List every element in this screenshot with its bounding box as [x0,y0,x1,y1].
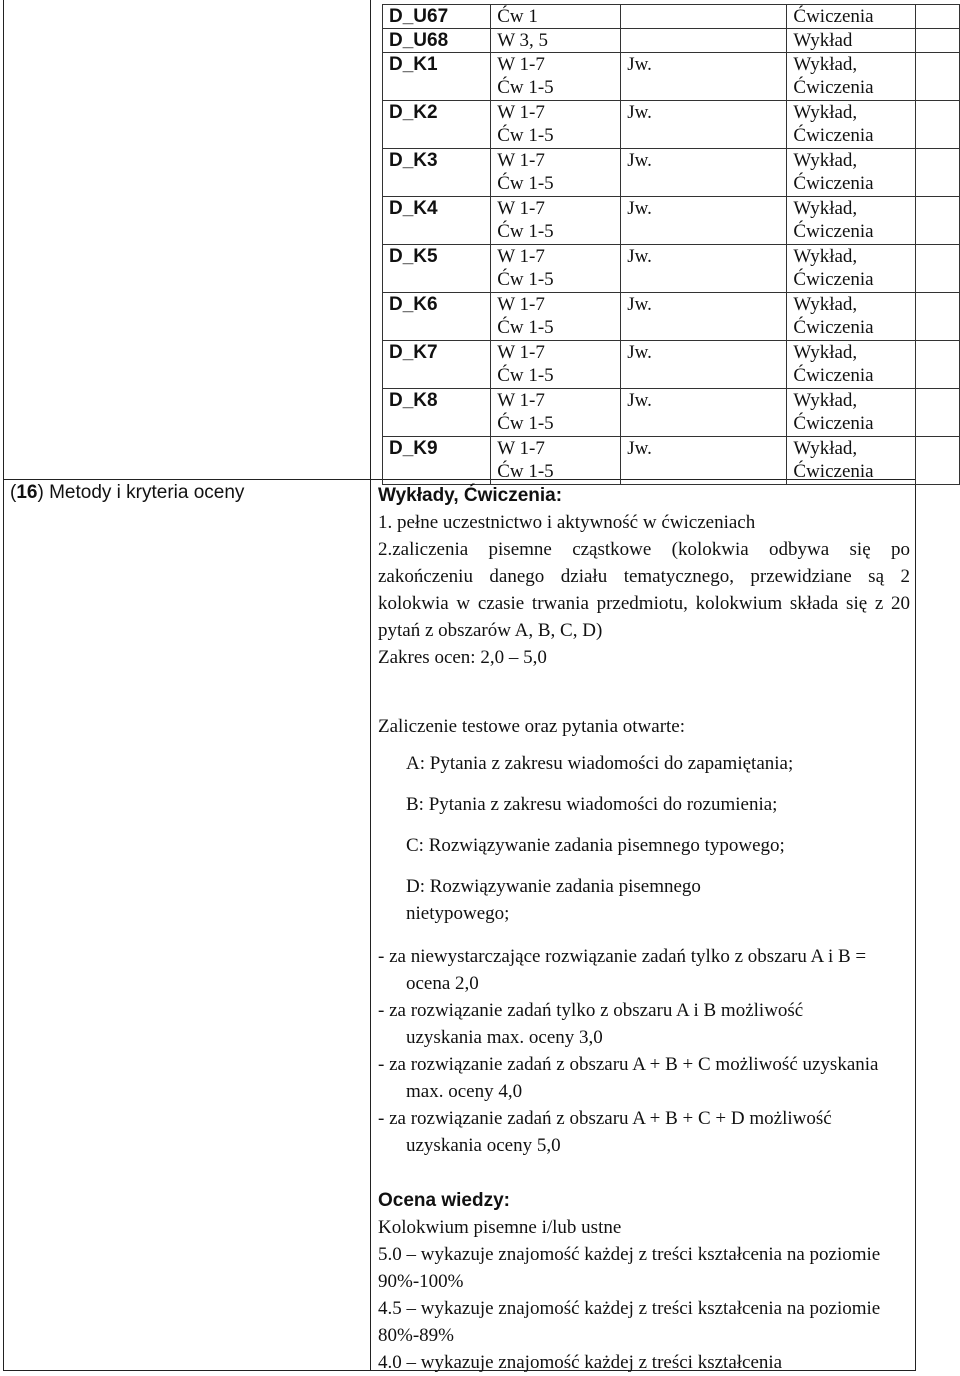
class-type-cell [787,341,915,389]
effect-code-cell: D_K2 [383,101,491,149]
jw-cell: Jw. [621,101,787,149]
jw-cell [621,5,787,29]
class-type-cell-line: Ćwiczenia [793,173,874,194]
table-row [383,437,960,485]
rule-4: - za rozwiązanie zadań z obszaru A + B + C + D możliwość uzyskania oceny 5,0 [378,1108,832,1156]
forms-cell-line: Ćw 1-5 [497,269,554,290]
class-type-cell-line: Ćwiczenia [793,269,874,290]
empty-cell [915,5,959,29]
forms-cell [491,341,621,389]
table-row [383,5,960,29]
class-type-cell-line: Wykład, [793,246,858,267]
jw-cell: Jw. [621,197,787,245]
class-type-cell-line: Wykład [793,30,853,51]
jw-cell [621,29,787,53]
class-type-cell [787,197,915,245]
jw-cell: Jw. [621,149,787,197]
empty-cell [915,293,959,341]
forms-cell-line: Ćw 1-5 [497,413,554,434]
table-row [383,197,960,245]
class-type-cell-line: Wykład, [793,150,858,171]
forms-cell-line: W 1-7 [497,294,545,315]
criterion-2: 2.zaliczenia pisemne cząstkowe (kolokwia odbywa się po zakończeniu danego działu tematycznego, przewidziane są 2 kolokwia w czasie trwania przedmiotu, kolokwium składa się z 20 pytań z obszarów A, B, C, D) [378,539,910,641]
area-a: A: Pytania z zakresu wiadomości do zapamiętania; [406,753,794,774]
forms-cell-line: W 1-7 [497,54,545,75]
rule-3: - za rozwiązanie zadań z obszaru A + B + C możliwość uzyskania max. oceny 4,0 [378,1054,879,1102]
class-type-cell [787,149,915,197]
empty-cell [915,53,959,101]
jw-cell: Jw. [621,53,787,101]
class-type-cell [787,389,915,437]
empty-cell [915,101,959,149]
empty-cell [915,437,959,485]
grade-4-5: 4.5 – wykazuje znajomość każdej z treści kształcenia na poziomie 80%-89% [378,1298,881,1346]
row-divider [3,479,371,480]
table-border-left [3,0,4,1371]
empty-cell [915,29,959,53]
section-16-content [378,482,910,1376]
class-type-cell-line: Ćwiczenia [793,317,874,338]
forms-cell-line: Ćw 1-5 [497,173,554,194]
effect-code-cell: D_K6 [383,293,491,341]
jw-cell: Jw. [621,389,787,437]
effects-table [382,4,960,485]
forms-cell-line: W 1-7 [497,438,545,459]
forms-cell-line: Ćw 1-5 [497,125,554,146]
class-type-cell [787,245,915,293]
area-d: D: Rozwiązywanie zadania pisemnego nietypowego; [406,876,701,924]
effect-code-cell: D_K1 [383,53,491,101]
class-type-cell-line: Ćwiczenia [793,77,874,98]
forms-cell-line: Ćw 1-5 [497,317,554,338]
forms-cell-line: W 1-7 [497,102,545,123]
jw-cell: Jw. [621,293,787,341]
empty-cell [915,341,959,389]
class-type-cell-line: Wykład, [793,342,858,363]
forms-cell [491,437,621,485]
effect-code-cell: D_K3 [383,149,491,197]
table-row [383,245,960,293]
grade-4-0: 4.0 – wykazuje znajomość każdej z treści kształcenia [378,1352,783,1373]
empty-cell [915,149,959,197]
table-row [383,293,960,341]
empty-cell [915,197,959,245]
class-type-cell-line: Wykład, [793,54,858,75]
section-heading: Wykłady, Ćwiczenia: [378,485,563,506]
effect-code-cell: D_K9 [383,437,491,485]
forms-cell [491,5,621,29]
forms-cell-line: W 1-7 [497,246,545,267]
class-type-cell-line: Ćwiczenia [793,125,874,146]
knowledge-form: Kolokwium pisemne i/lub ustne [378,1217,622,1238]
class-type-cell-line: Wykład, [793,102,858,123]
forms-cell-line: Ćw 1-5 [497,461,554,482]
table-border-right [915,479,916,1371]
jw-cell: Jw. [621,245,787,293]
class-type-cell [787,29,915,53]
effect-code-cell: D_U67 [383,5,491,29]
effect-code-cell: D_K5 [383,245,491,293]
class-type-cell [787,101,915,149]
test-heading: Zaliczenie testowe oraz pytania otwarte: [378,716,686,737]
table-row [383,389,960,437]
rule-2: - za rozwiązanie zadań tylko z obszaru A i B możliwość uzyskania max. oceny 3,0 [378,1000,804,1048]
table-row [383,341,960,389]
effect-code-cell: D_K4 [383,197,491,245]
forms-cell-line: Ćw 1-5 [497,77,554,98]
criterion-1: 1. pełne uczestnictwo i aktywność w ćwiczeniach [378,512,756,533]
forms-cell-line: W 1-7 [497,342,545,363]
grade-5-0: 5.0 – wykazuje znajomość każdej z treści kształcenia na poziomie 90%-100% [378,1244,881,1292]
forms-cell-line: Ćw 1-5 [497,365,554,386]
table-row [383,149,960,197]
class-type-cell-line: Wykład, [793,198,858,219]
class-type-cell-line: Wykład, [793,294,858,315]
class-type-cell-line: Ćwiczenia [793,6,874,27]
area-c: C: Rozwiązywanie zadania pisemnego typowego; [406,835,785,856]
rule-1: - za niewystarczające rozwiązanie zadań tylko z obszaru A i B = ocena 2,0 [378,946,867,994]
table-row [383,29,960,53]
class-type-cell-line: Wykład, [793,390,858,411]
class-type-cell-line: Ćwiczenia [793,413,874,434]
empty-cell [915,389,959,437]
class-type-cell-line: Wykład, [793,438,858,459]
section-16-label: (16) Metody i kryteria oceny [10,482,245,503]
table-row [383,101,960,149]
forms-cell [491,101,621,149]
class-type-cell [787,437,915,485]
forms-cell [491,149,621,197]
effect-code-cell: D_K7 [383,341,491,389]
forms-cell [491,245,621,293]
forms-cell-line: Ćw 1-5 [497,221,554,242]
spacer [378,671,910,713]
grade-range: Zakres ocen: 2,0 – 5,0 [378,647,547,668]
forms-cell-line: W 3, 5 [497,30,549,51]
class-type-cell [787,5,915,29]
forms-cell [491,29,621,53]
jw-cell: Jw. [621,341,787,389]
class-type-cell-line: Ćwiczenia [793,365,874,386]
class-type-cell [787,293,915,341]
forms-cell [491,53,621,101]
effect-code-cell: D_K8 [383,389,491,437]
class-type-cell [787,53,915,101]
class-type-cell-line: Ćwiczenia [793,461,874,482]
forms-cell [491,197,621,245]
knowledge-heading: Ocena wiedzy: [378,1190,510,1211]
class-type-cell-line: Ćwiczenia [793,221,874,242]
forms-cell-line: W 1-7 [497,390,545,411]
forms-cell-line: Ćw 1 [497,6,538,27]
jw-cell: Jw. [621,437,787,485]
effect-code-cell: D_U68 [383,29,491,53]
forms-cell [491,293,621,341]
area-b: B: Pytania z zakresu wiadomości do rozumienia; [406,794,778,815]
column-divider [370,0,371,1371]
forms-cell-line: W 1-7 [497,198,545,219]
forms-cell-line: W 1-7 [497,150,545,171]
table-row [383,53,960,101]
forms-cell [491,389,621,437]
empty-cell [915,245,959,293]
